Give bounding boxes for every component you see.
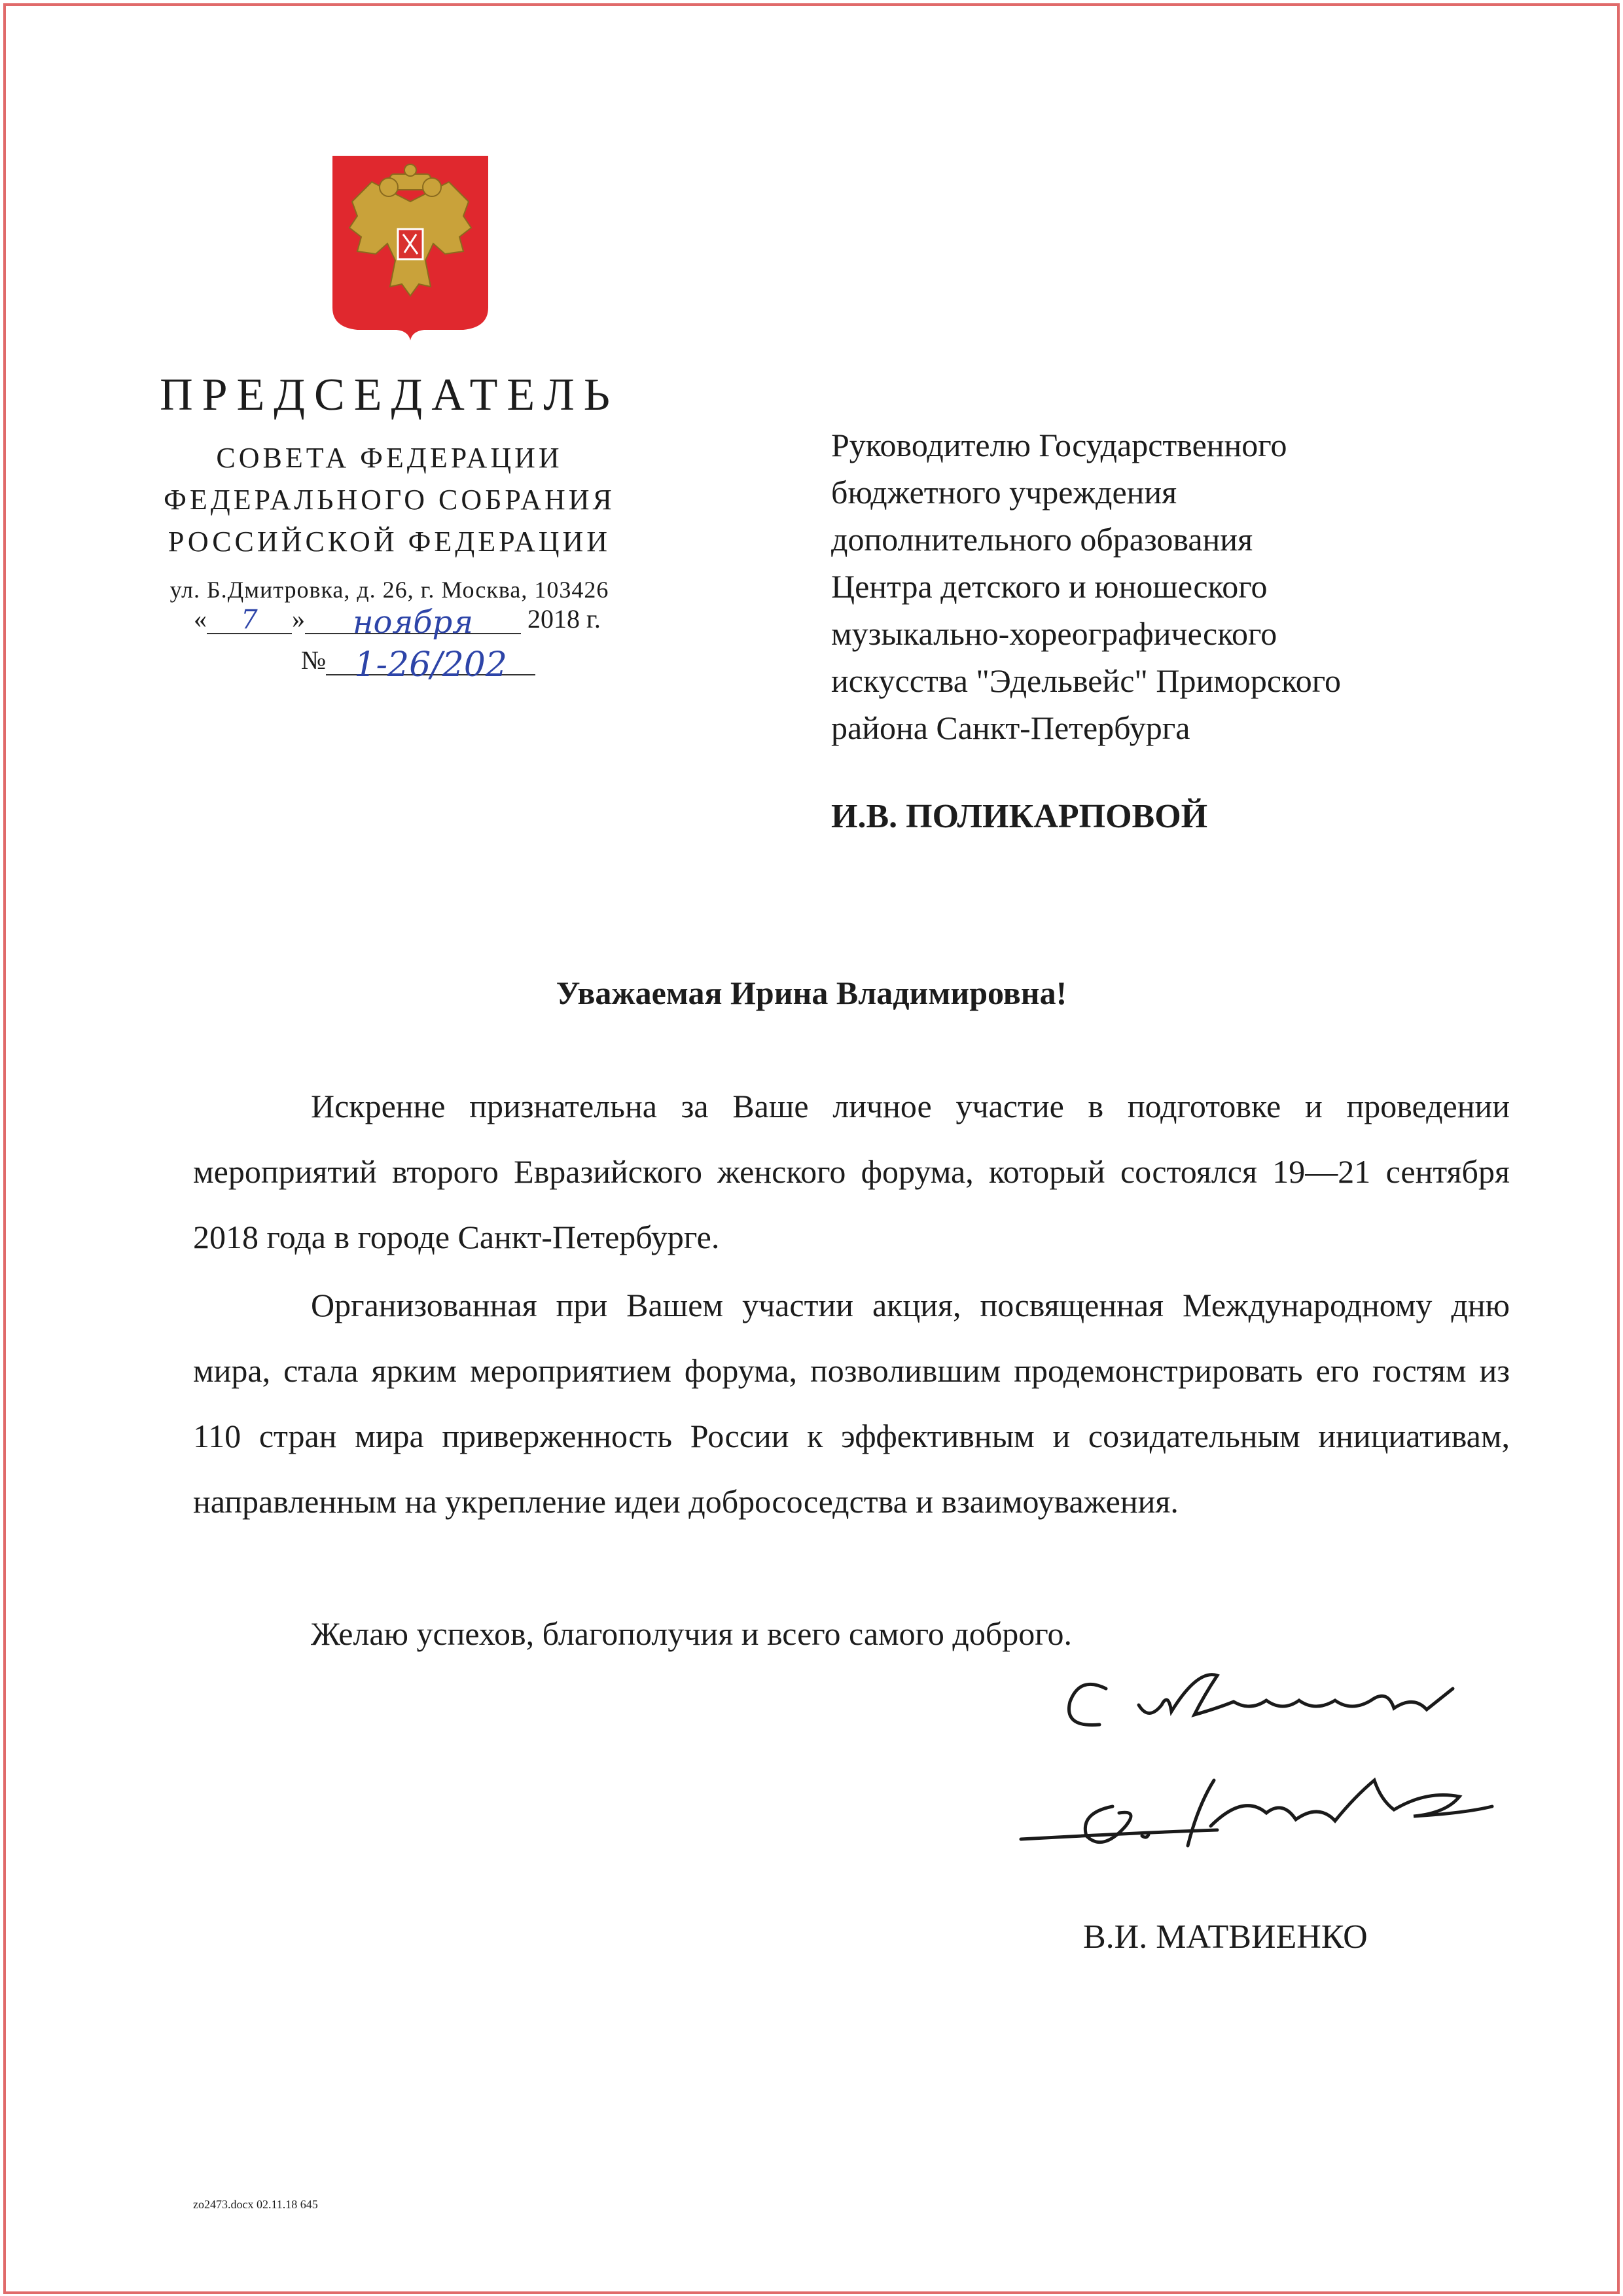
header-org-line-2: ФЕДЕРАЛЬНОГО СОБРАНИЯ: [164, 484, 615, 516]
handwritten-signature: [1008, 1649, 1544, 1911]
date-month: ноября: [352, 604, 474, 641]
body-paragraph-3: Желаю успехов, благополучия и всего самого доброго.: [311, 1615, 1073, 1652]
number-label: №: [301, 645, 327, 675]
recipient-line-5: музыкально-хореографического: [831, 615, 1277, 652]
recipient-line-7: района Санкт-Петербурга: [831, 709, 1190, 746]
date-day: 7: [241, 605, 258, 635]
recipient-line-6: искусства "Эдельвейс" Приморского: [831, 662, 1342, 699]
date-year: 2018 г.: [527, 604, 601, 634]
header-title: ПРЕДСЕДАТЕЛЬ: [160, 370, 619, 420]
greeting: Уважаемая Ирина Владимировна!: [556, 975, 1067, 1011]
recipient-name: И.В. ПОЛИКАРПОВОЙ: [831, 798, 1208, 835]
date-close-quote: »: [292, 604, 305, 634]
signatory-name: В.И. МАТВИЕНКО: [1083, 1918, 1368, 1956]
number-value: 1-26/202: [354, 645, 507, 685]
file-info: zo2473.docx 02.11.18 645: [193, 2198, 318, 2211]
recipient-line-2: бюджетного учреждения: [831, 474, 1177, 511]
header-org-line-3: РОССИЙСКОЙ ФЕДЕРАЦИИ: [168, 526, 611, 558]
body-paragraph-1: Искренне признательна за Ваше личное участие в подготовке и проведении мероприятий второго Евразийского женского форума, который состоялся 19—21 сентября 2018 года в городе Санкт-Петербурге.: [193, 1088, 1510, 1255]
recipient-line-1: Руководителю Государственного: [831, 427, 1287, 463]
recipient-line-3: дополнительного образования: [831, 521, 1253, 558]
date-open-quote: «: [194, 604, 207, 634]
header-address: ул. Б.Дмитровка, д. 26, г. Москва, 103426: [169, 577, 609, 603]
number-line: [301, 645, 535, 685]
date-line: [194, 603, 601, 641]
recipient-line-4: Центра детского и юношеского: [831, 568, 1268, 605]
body-paragraph-2: Организованная при Вашем участии акция, посвященная Международному дню мира, стала ярким мероприятием форума, позволившим продемонстрировать его гостям из 110 стран мира приверженность России к эффективным и созидательным инициативам, направленным на укрепление идеи добрососедства и взаимоуважения.: [193, 1287, 1510, 1520]
coat-of-arms-emblem: [332, 156, 488, 340]
header-org-line-1: СОВЕТА ФЕДЕРАЦИИ: [216, 442, 563, 474]
